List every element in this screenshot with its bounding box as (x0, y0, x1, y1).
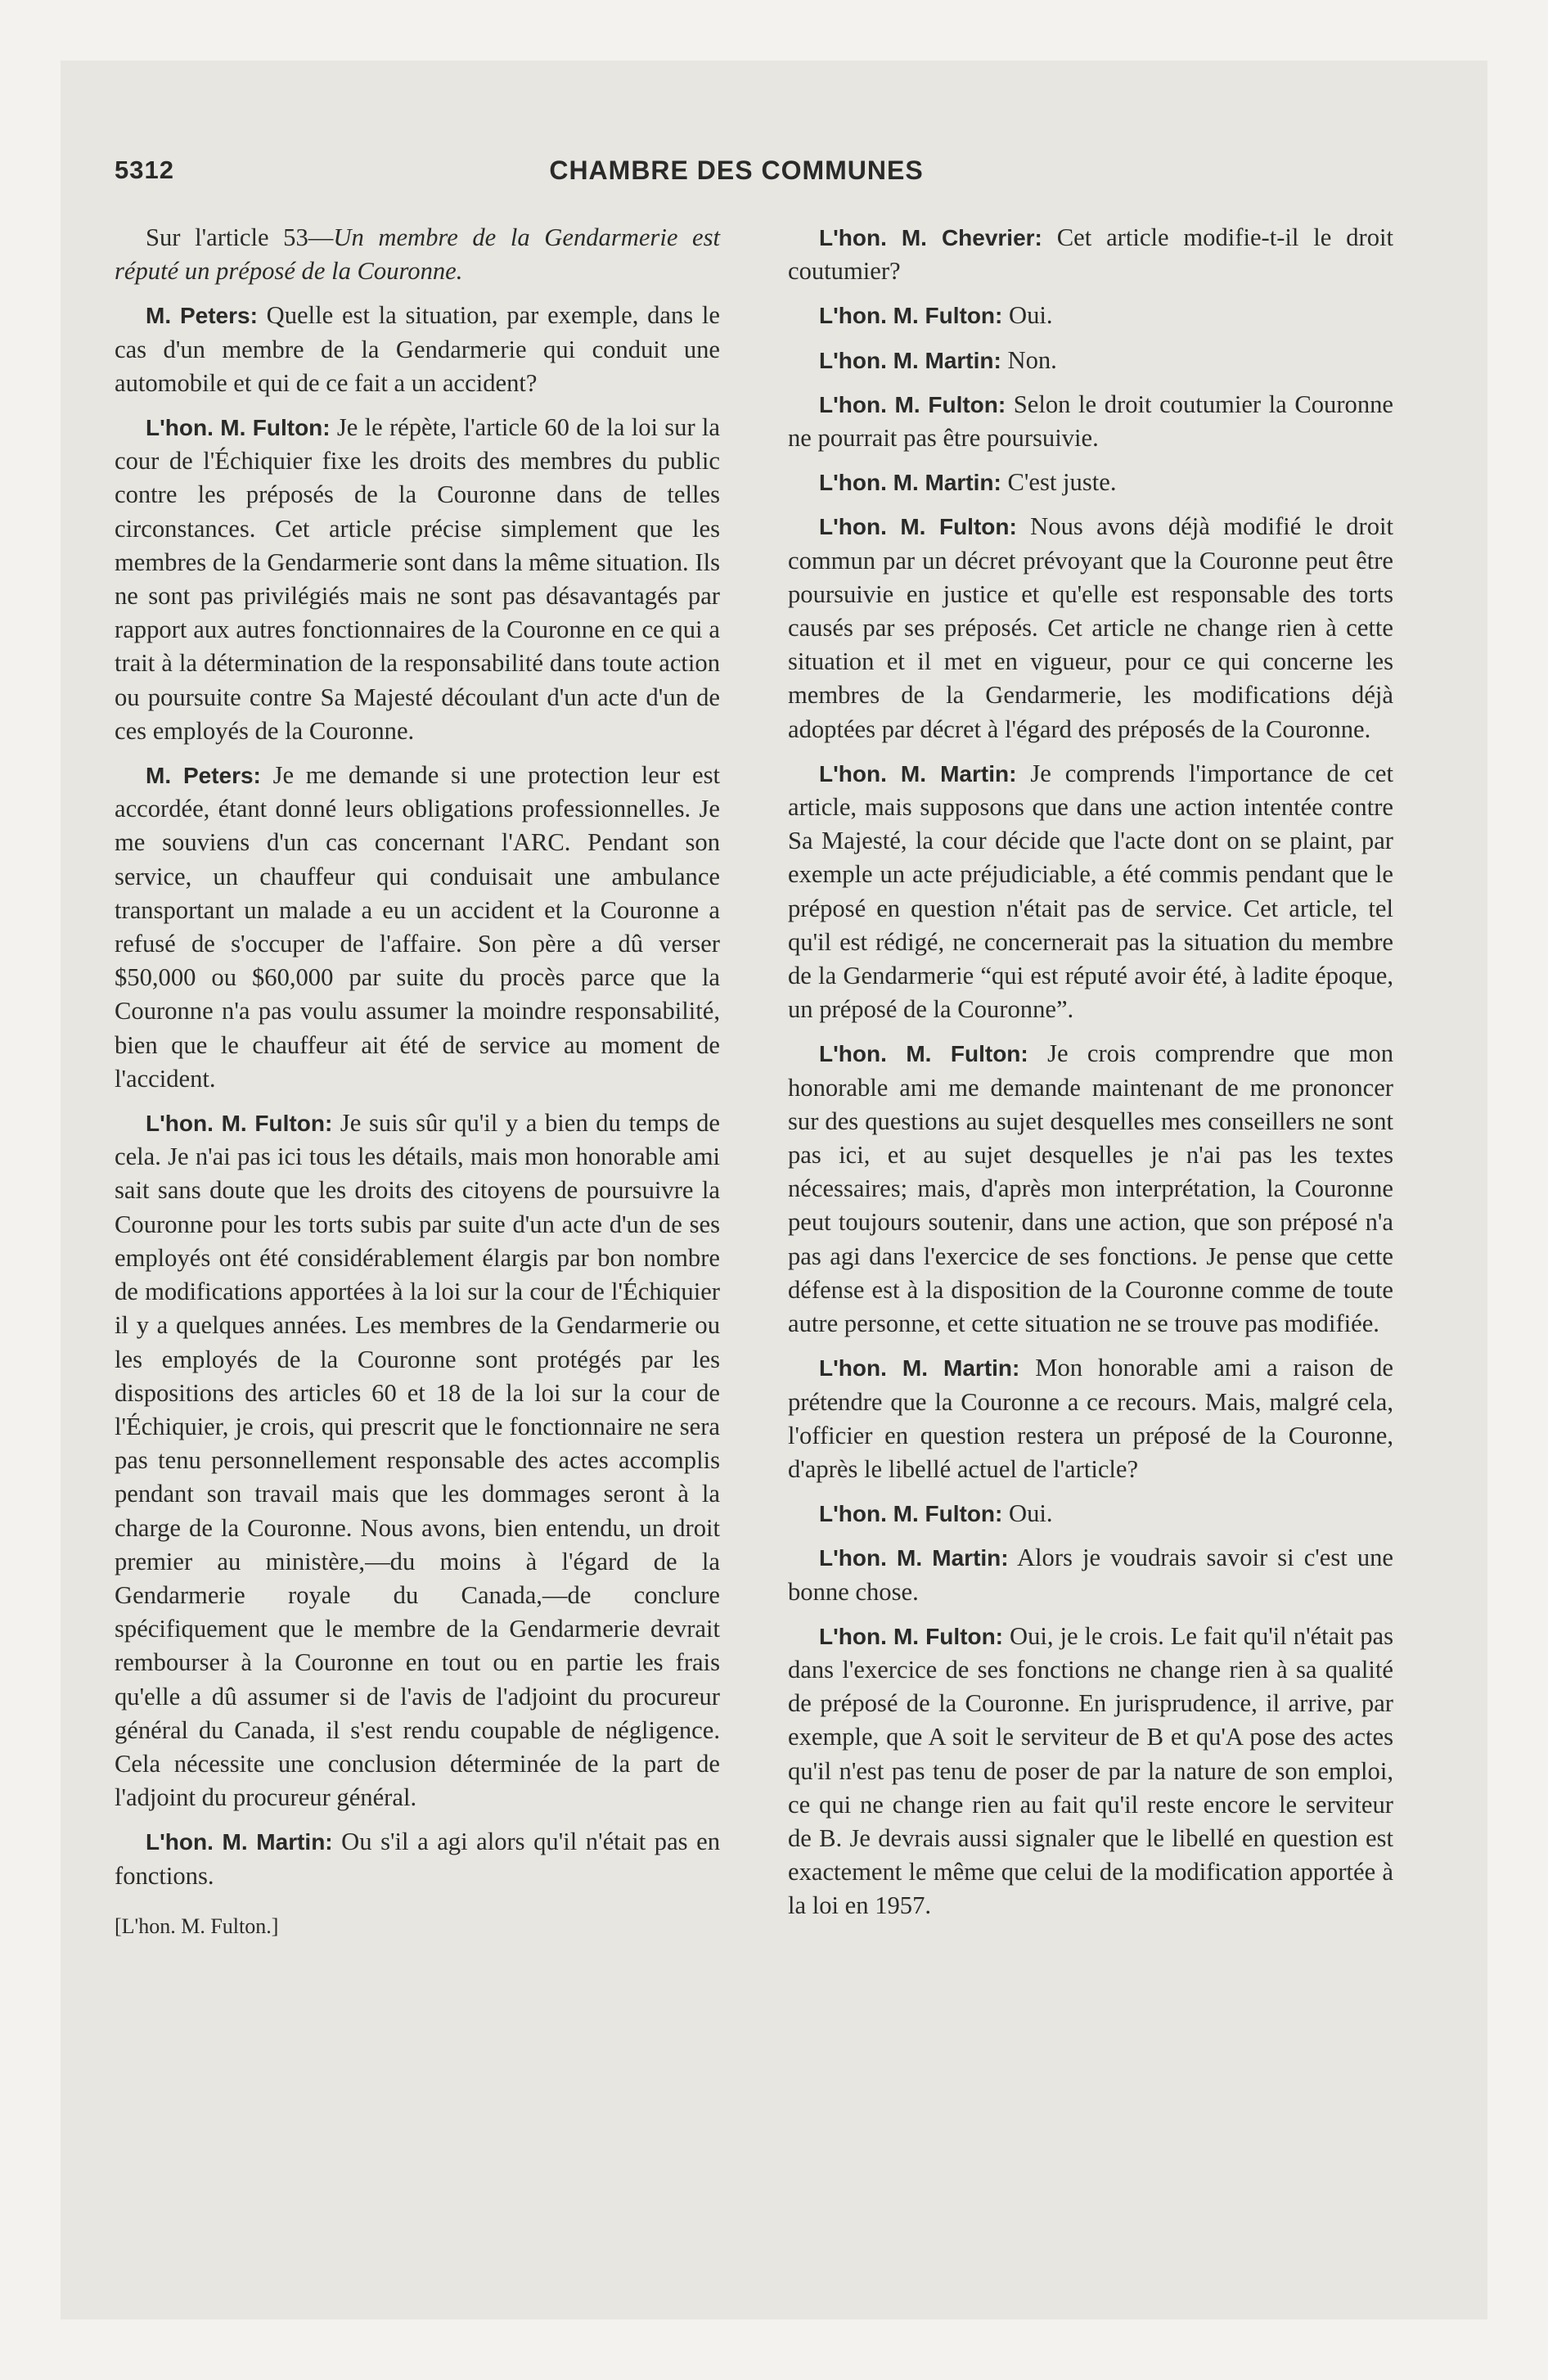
running-head: CHAMBRE DES COMMUNES (549, 156, 924, 185)
speech-paragraph (788, 466, 1393, 499)
speech-paragraph (115, 1107, 720, 1814)
speaker-name: M. Peters: (146, 303, 258, 329)
speech-paragraph (788, 299, 1393, 332)
speech-text: Mon honorable ami a raison de prétendre que la Couronne a ce recours. Mais, malgré cela, l'officier en question restera un préposé de la Couronne, d'après le libellé actuel de l'article? (788, 1354, 1393, 1483)
speech-paragraph (788, 1351, 1393, 1486)
speaker-name: L'hon. M. Martin: (146, 1829, 333, 1855)
speech-text: Oui. (1002, 301, 1053, 330)
speech-paragraph (115, 411, 720, 748)
speech-paragraph (788, 344, 1393, 377)
speaker-attribution: [L'hon. M. Fulton.] (115, 1913, 279, 1938)
speech-text: Je le répète, l'article 60 de la loi sur la cour de l'Échiquier fixe les droits des membres du public contre les préposés de la Couronne dans de telles circonstances. Cet article précise simplement que les membres de la Gendarmerie sont dans la même situation. Ils ne sont pas privilégiés mais ne sont pas désavantagés par rapport aux autres fonctionnaires de la Couronne en ce qui a trait à la détermination de la responsabilité dans toute action ou poursuite contre Sa Majesté découlant d'un acte d'un de ces employés de la Couronne. (115, 413, 721, 745)
speaker-name: L'hon. M. Fulton: (819, 1501, 1003, 1527)
speaker-name: L'hon. M. Martin: (819, 760, 1017, 787)
speaker-name: L'hon. M. Martin: (819, 470, 1001, 496)
page-header (115, 156, 1424, 196)
speech-paragraph (788, 1620, 1393, 1923)
speech-text: Je suis sûr qu'il y a bien du temps de cela. Je n'ai pas ici tous les détails, mais mon honorable ami sait sans doute que les droits des citoyens de poursuivre la Couronne pour les torts subis par suite d'un acte d'un de ses employés ont été considérablement élargis par bon nombre de modifications apportées à la loi sur la cour de l'Échiquier il y a quelques années. Les membres de la Gendarmerie ou les employés de la Couronne sont protégés par les dispositions des articles 60 et 18 de la loi sur la cour de l'Échiquier, je crois, qui prescrit que le fonctionnaire ne sera pas tenu personnellement responsable des actes accomplis pendant son travail mais que les dommages seront à la charge de la Couronne. Nous avons, bien entendu, un droit premier au ministère,—du moins à l'égard de la Gendarmerie royale du Canada,—de conclure spécifiquement que le membre de la Gendarmerie devrait rembourser à la Couronne en tout ou en partie les frais qu'elle a dû assumer si de l'avis de l'adjoint du procureur général du Canada, il s'est rendu coupable de négligence. Cela nécessite une conclusion déterminée de la part de l'adjoint du procureur général. (115, 1109, 721, 1812)
speaker-name: L'hon. M. Martin: (819, 1545, 1009, 1571)
speech-text: Nous avons déjà modifié le droit commun par un décret prévoyant que la Couronne peut être poursuivie en justice et qu'elle est responsable des torts causés par ses préposés. Cet article ne change rien à cette situation et il met en vigueur, pour ce qui concerne les membres de la Gendarmerie, les modifications déjà adoptées par décret à l'égard des préposés de la Couronne. (788, 512, 1393, 743)
page-number: 5312 (115, 156, 174, 184)
article-number: Sur l'article 53— (146, 223, 334, 251)
speech-text: Alors je voudrais savoir si c'est une bonne chose. (788, 1544, 1393, 1606)
article-heading (115, 221, 720, 288)
article-title: Un membre de la Gendarmerie est réputé un préposé de la Couronne. (115, 223, 720, 286)
speaker-name: L'hon. M. Martin: (819, 347, 1001, 373)
speech-paragraph (788, 1497, 1393, 1530)
speaker-name: L'hon. M. Fulton: (146, 415, 331, 441)
speech-text: Je me demande si une protection leur est accordée, étant donné leurs obligations professionnelles. Je me souviens d'un cas concernant l'ARC. Pendant son service, un chauffeur qui conduisait une ambulance transportant un malade a eu un accident et la Couronne a refusé de s'occuper de l'affaire. Son père a dû verser $50,000 ou $60,000 par suite du procès parce que la Couronne n'a pas voulu assumer la moindre responsabilité, bien que le chauffeur ait été de service au moment de l'accident. (115, 761, 720, 1093)
speech-text: Selon le droit coutumier la Couronne ne pourrait pas être poursuivie. (788, 390, 1393, 453)
speech-paragraph (115, 1825, 720, 1892)
speech-text: Ou s'il a agi alors qu'il n'était pas en fonctions. (115, 1828, 720, 1890)
left-column (115, 221, 720, 1954)
speech-text: Quelle est la situation, par exemple, dans le cas d'un membre de la Gendarmerie qui conduit une automobile et qui de ce fait a un accident? (115, 301, 720, 397)
speech-text: Je crois comprendre que mon honorable ami me demande maintenant de me prononcer sur des questions au sujet desquelles mes conseillers ne sont pas ici, et au sujet desquelles je n'ai pas les textes nécessaires; mais, d'après mon interprétation, la Couronne peut toujours soutenir, dans une action, que son préposé n'a pas agi dans l'exercice de ses fonctions. Je pense que cette défense est à la disposition de la Couronne comme de toute autre personne, et cette situation ne se trouve pas modifiée. (788, 1039, 1394, 1338)
speech-paragraph (788, 388, 1393, 455)
speech-text: Je comprends l'importance de cet article, mais supposons que dans une action intentée contre Sa Majesté, la cour décide que l'acte dont on se plaint, par exemple un acte préjudiciable, a été commis pendant que le préposé en question n'était pas de service. Cet article, tel qu'il est rédigé, ne concernerait pas la situation du membre de la Gendarmerie “qui est réputé avoir été, à ladite époque, un préposé de la Couronne”. (788, 759, 1393, 1024)
speech-paragraph (788, 1541, 1393, 1608)
speech-text: Non. (1001, 345, 1057, 374)
speaker-name: M. Peters: (146, 763, 261, 789)
speech-paragraph (788, 757, 1393, 1027)
speaker-name: L'hon. M. Fulton: (819, 514, 1017, 540)
speech-text: Cet article modifie-t-il le droit coutumier? (788, 223, 1394, 286)
speaker-name: L'hon. M. Martin: (819, 1355, 1020, 1382)
speech-paragraph (115, 299, 720, 400)
speaker-name: L'hon. M. Fulton: (819, 303, 1003, 329)
speaker-name: L'hon. M. Fulton: (819, 1623, 1004, 1649)
speech-text: Oui, je le crois. Le fait qu'il n'était pas dans l'exercice de ses fonctions ne change rien à sa qualité de préposé de la Couronne. En jurisprudence, il arrive, par exemple, que A soit le serviteur de B et qu'A pose des actes qu'il n'est pas tenu de poser de par la nature de son emploi, ce qui ne change rien au fait qu'il reste encore le serviteur de B. Je devrais aussi signaler que le libellé en question est exactement le même que celui de la modification apportée à la loi en 1957. (788, 1621, 1393, 1920)
speaker-name: L'hon. M. Fulton: (819, 1041, 1028, 1067)
right-column (788, 221, 1393, 1934)
speaker-name: L'hon. M. Fulton: (146, 1111, 333, 1137)
speech-text: C'est juste. (1001, 468, 1117, 497)
speaker-name: L'hon. M. Fulton: (819, 391, 1006, 417)
speech-paragraph (788, 510, 1393, 746)
speech-paragraph (788, 221, 1393, 288)
speech-text: Oui. (1002, 1499, 1053, 1528)
speaker-name: L'hon. M. Chevrier: (819, 225, 1042, 250)
speech-paragraph (788, 1037, 1393, 1341)
speech-paragraph (115, 759, 720, 1096)
